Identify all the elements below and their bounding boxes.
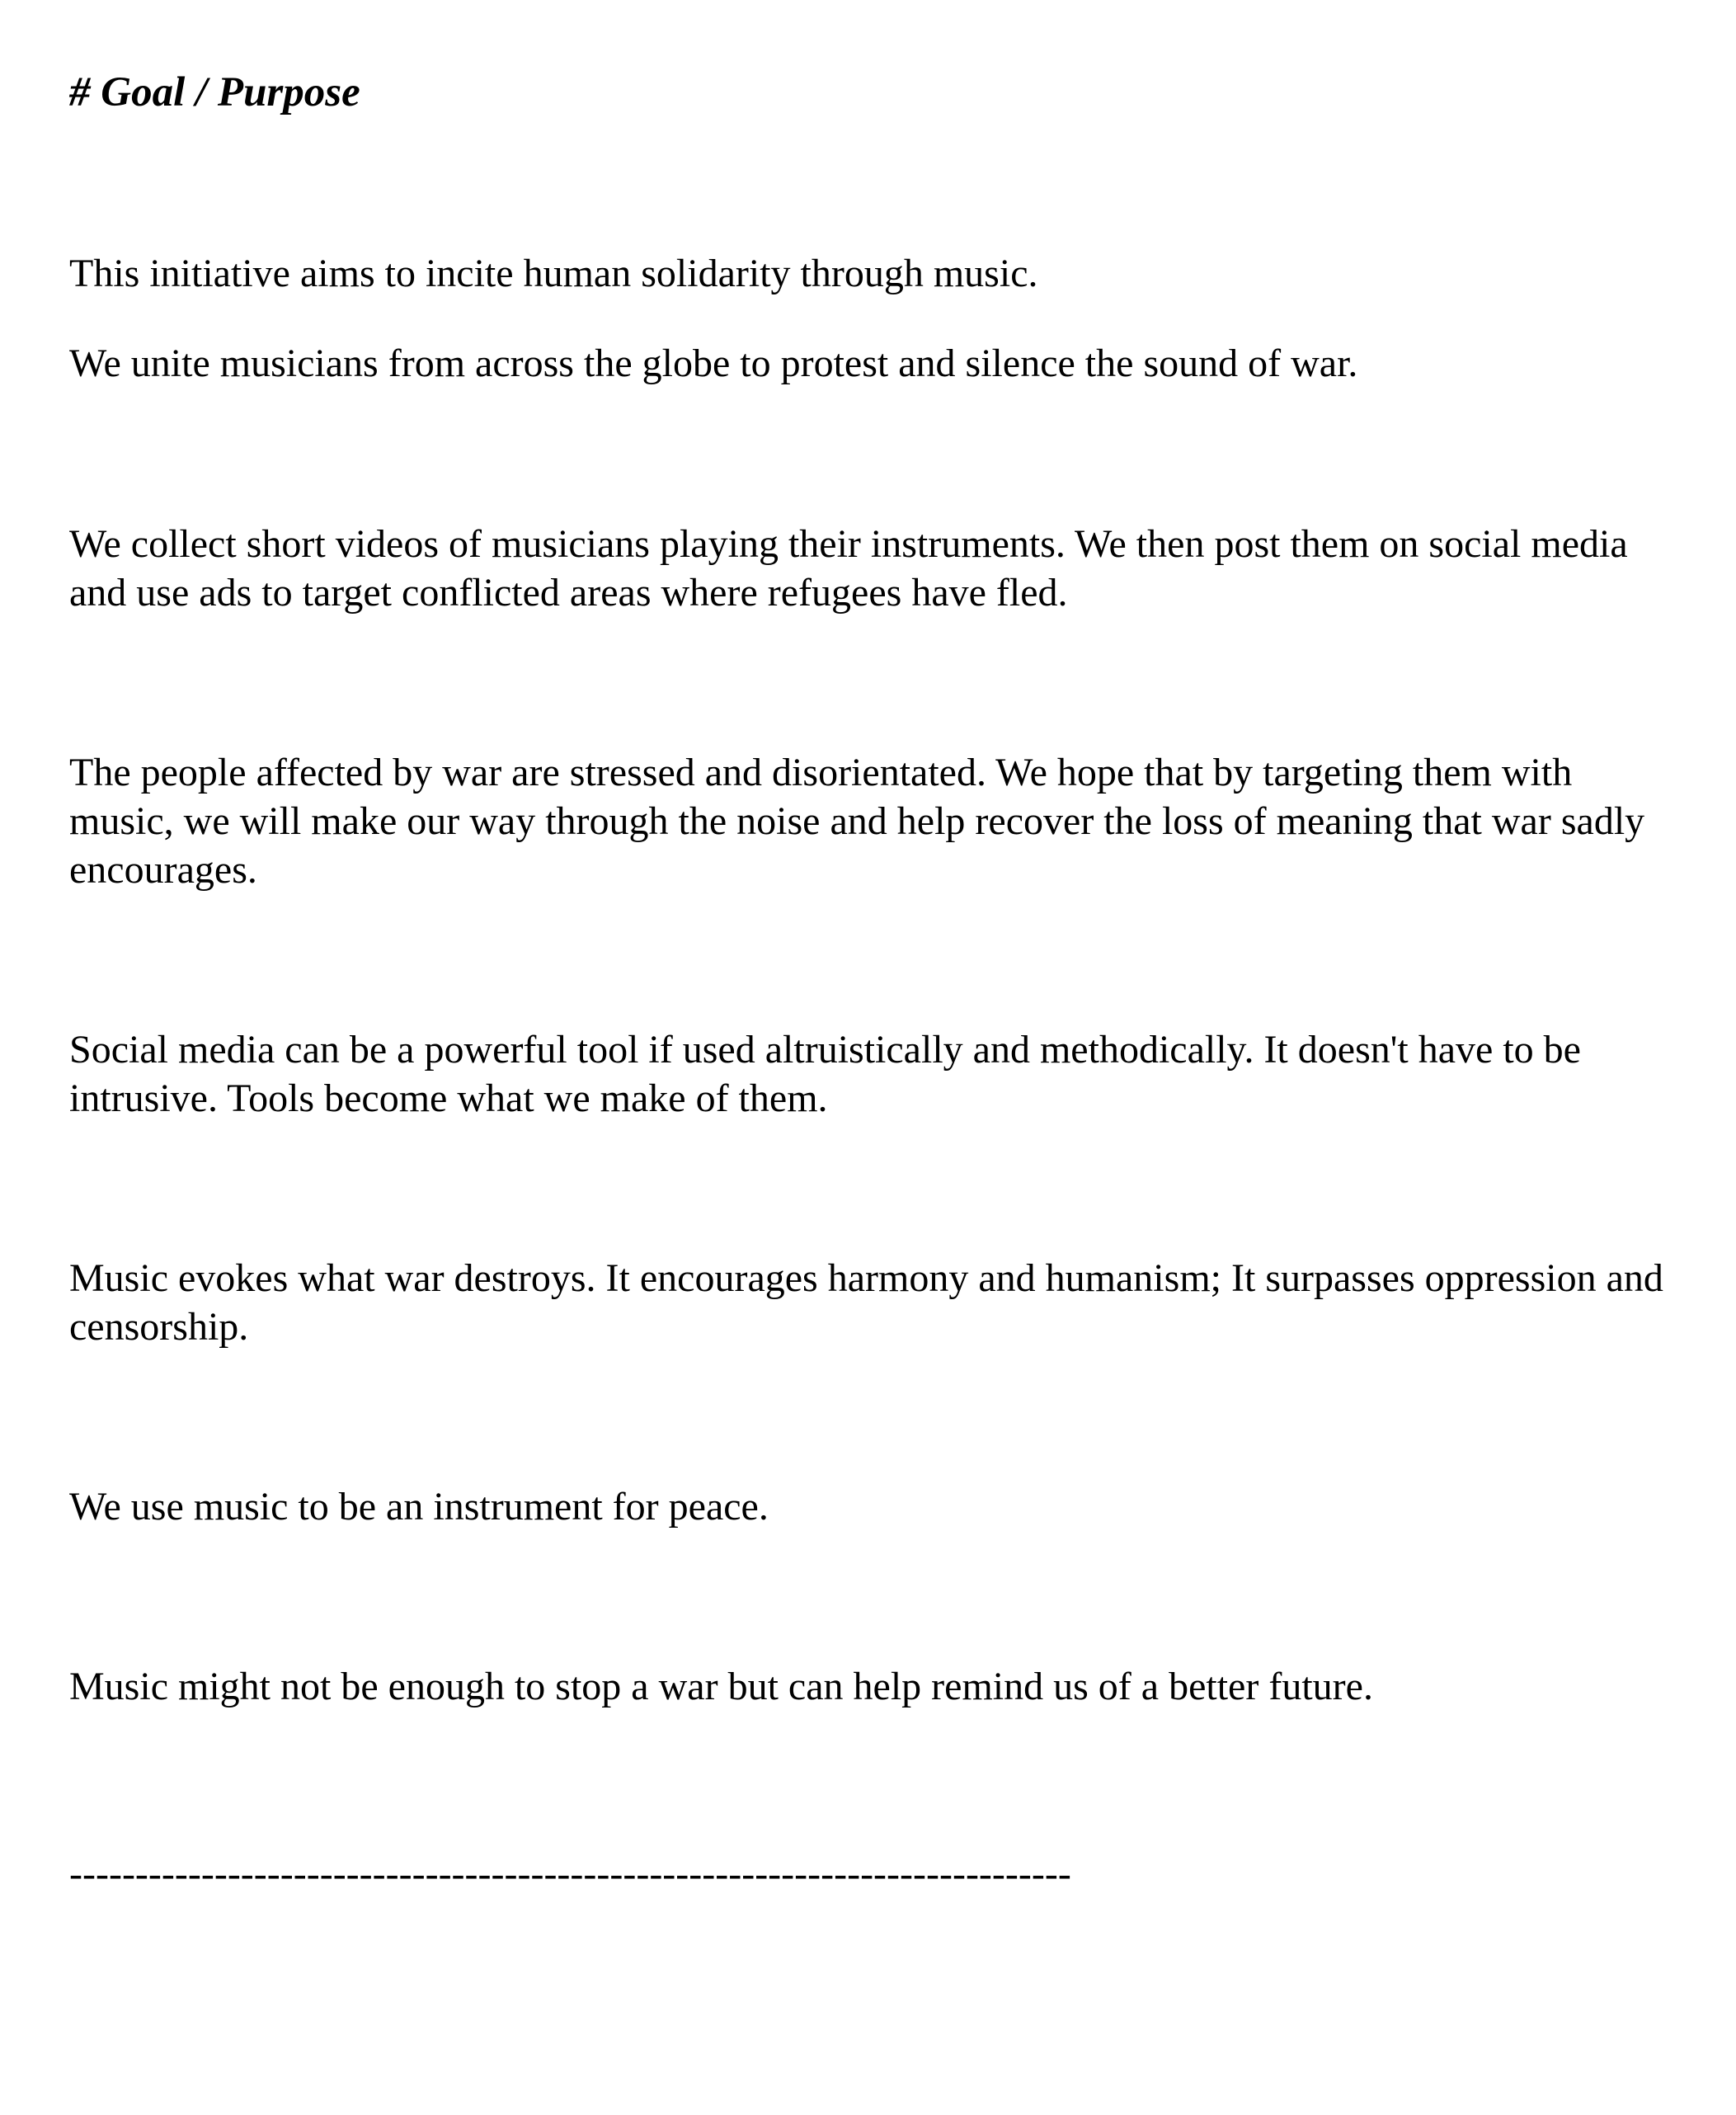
paragraph-instrument-for-peace: We use music to be an instrument for peace.: [69, 1485, 769, 1529]
paragraph-social-media: Social media can be a powerful tool if used altruistically and methodically. It doesn't have to be intrusive. Tools become what we make of them.: [69, 1028, 1581, 1120]
paragraph-music-evokes: Music evokes what war destroys. It encourages harmony and humanism; It surpasses oppression and censorship.: [69, 1256, 1663, 1349]
paragraph-collect-videos: We collect short videos of musicians playing their instruments. We then post them on social media and use ads to target conflicted areas where refugees have fled.: [69, 522, 1628, 615]
page-title: # Goal / Purpose: [69, 69, 360, 115]
paragraph-better-future: Music might not be enough to stop a war but can help remind us of a better future.: [69, 1665, 1373, 1708]
paragraph-people-affected: The people affected by war are stressed and disorientated. We hope that by targeting them with music, we will make our way through the noise and help recover the loss of meaning that war sadly encourages.: [69, 751, 1645, 892]
paragraph-intro: This initiative aims to incite human solidarity through music.: [69, 252, 1038, 295]
text-divider: ----------------------------------------------------------------------------: [69, 1852, 1071, 1896]
paragraph-unite: We unite musicians from across the globe to protest and silence the sound of war.: [69, 342, 1358, 385]
